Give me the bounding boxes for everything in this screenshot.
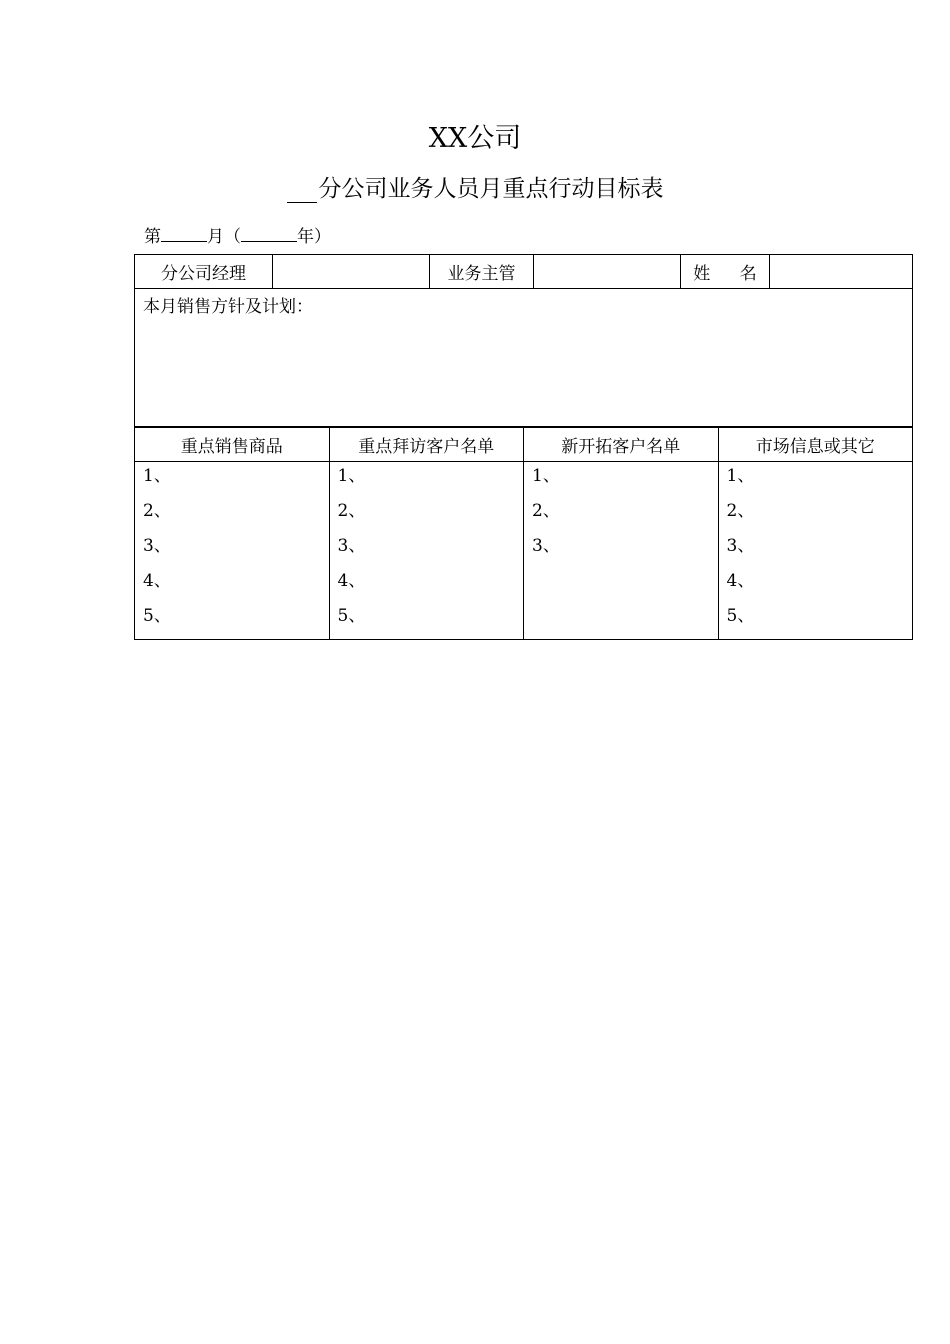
name-field[interactable] — [770, 255, 913, 289]
year-label: 年） — [297, 227, 331, 247]
column-title-key-products: 重点销售商品 — [135, 428, 330, 462]
list-item: 5、 — [726, 606, 755, 626]
column-title-market-info: 市场信息或其它 — [718, 428, 913, 462]
column-title-new-clients: 新开拓客户名单 — [524, 428, 719, 462]
list-item: 5、 — [337, 606, 366, 626]
list-item: 2、 — [532, 501, 560, 521]
list-item: 3、 — [337, 536, 366, 556]
branch-manager-field[interactable] — [273, 255, 430, 289]
list-item: 2、 — [143, 501, 171, 521]
list-item: 4、 — [337, 571, 366, 591]
list-item: 2、 — [726, 501, 755, 521]
list-item: 1、 — [726, 466, 755, 486]
year-blank[interactable] — [241, 225, 297, 242]
business-supervisor-label: 业务主管 — [430, 255, 534, 289]
form-title-text: 分公司业务人员月重点行动目标表 — [318, 176, 664, 202]
form-title — [0, 170, 950, 203]
targets-header-row — [135, 428, 913, 462]
period-line — [144, 222, 331, 247]
plan-row — [135, 289, 913, 427]
list-item: 3、 — [532, 536, 560, 556]
targets-table — [134, 427, 913, 640]
target-form — [134, 254, 912, 640]
header-row — [135, 255, 913, 289]
list-item: 2、 — [337, 501, 366, 521]
list-item: 5、 — [143, 606, 171, 626]
month-label: 月（ — [207, 227, 241, 247]
header-table — [134, 254, 913, 427]
business-supervisor-field[interactable] — [534, 255, 681, 289]
list-item: 4、 — [143, 571, 171, 591]
list-item: 1、 — [143, 466, 171, 486]
list-item: 1、 — [532, 466, 560, 486]
column-title-key-visit-clients: 重点拜访客户名单 — [329, 428, 524, 462]
market-info-cell[interactable] — [718, 462, 913, 640]
plan-label: 本月销售方针及计划： — [143, 297, 313, 317]
key-visit-clients-cell[interactable] — [329, 462, 524, 640]
plan-field[interactable] — [135, 289, 913, 427]
new-clients-cell[interactable] — [524, 462, 719, 640]
list-item: 4、 — [726, 571, 755, 591]
branch-manager-label: 分公司经理 — [135, 255, 273, 289]
list-item: 3、 — [143, 536, 171, 556]
key-products-cell[interactable] — [135, 462, 330, 640]
company-name: XX公司 — [428, 123, 522, 154]
targets-items-row — [135, 462, 913, 640]
list-item: 1、 — [337, 466, 366, 486]
name-label: 姓 名 — [681, 255, 770, 289]
month-blank[interactable] — [161, 225, 207, 242]
list-item: 3、 — [726, 536, 755, 556]
branch-name-blank[interactable] — [287, 180, 317, 203]
period-prefix: 第 — [144, 227, 161, 247]
